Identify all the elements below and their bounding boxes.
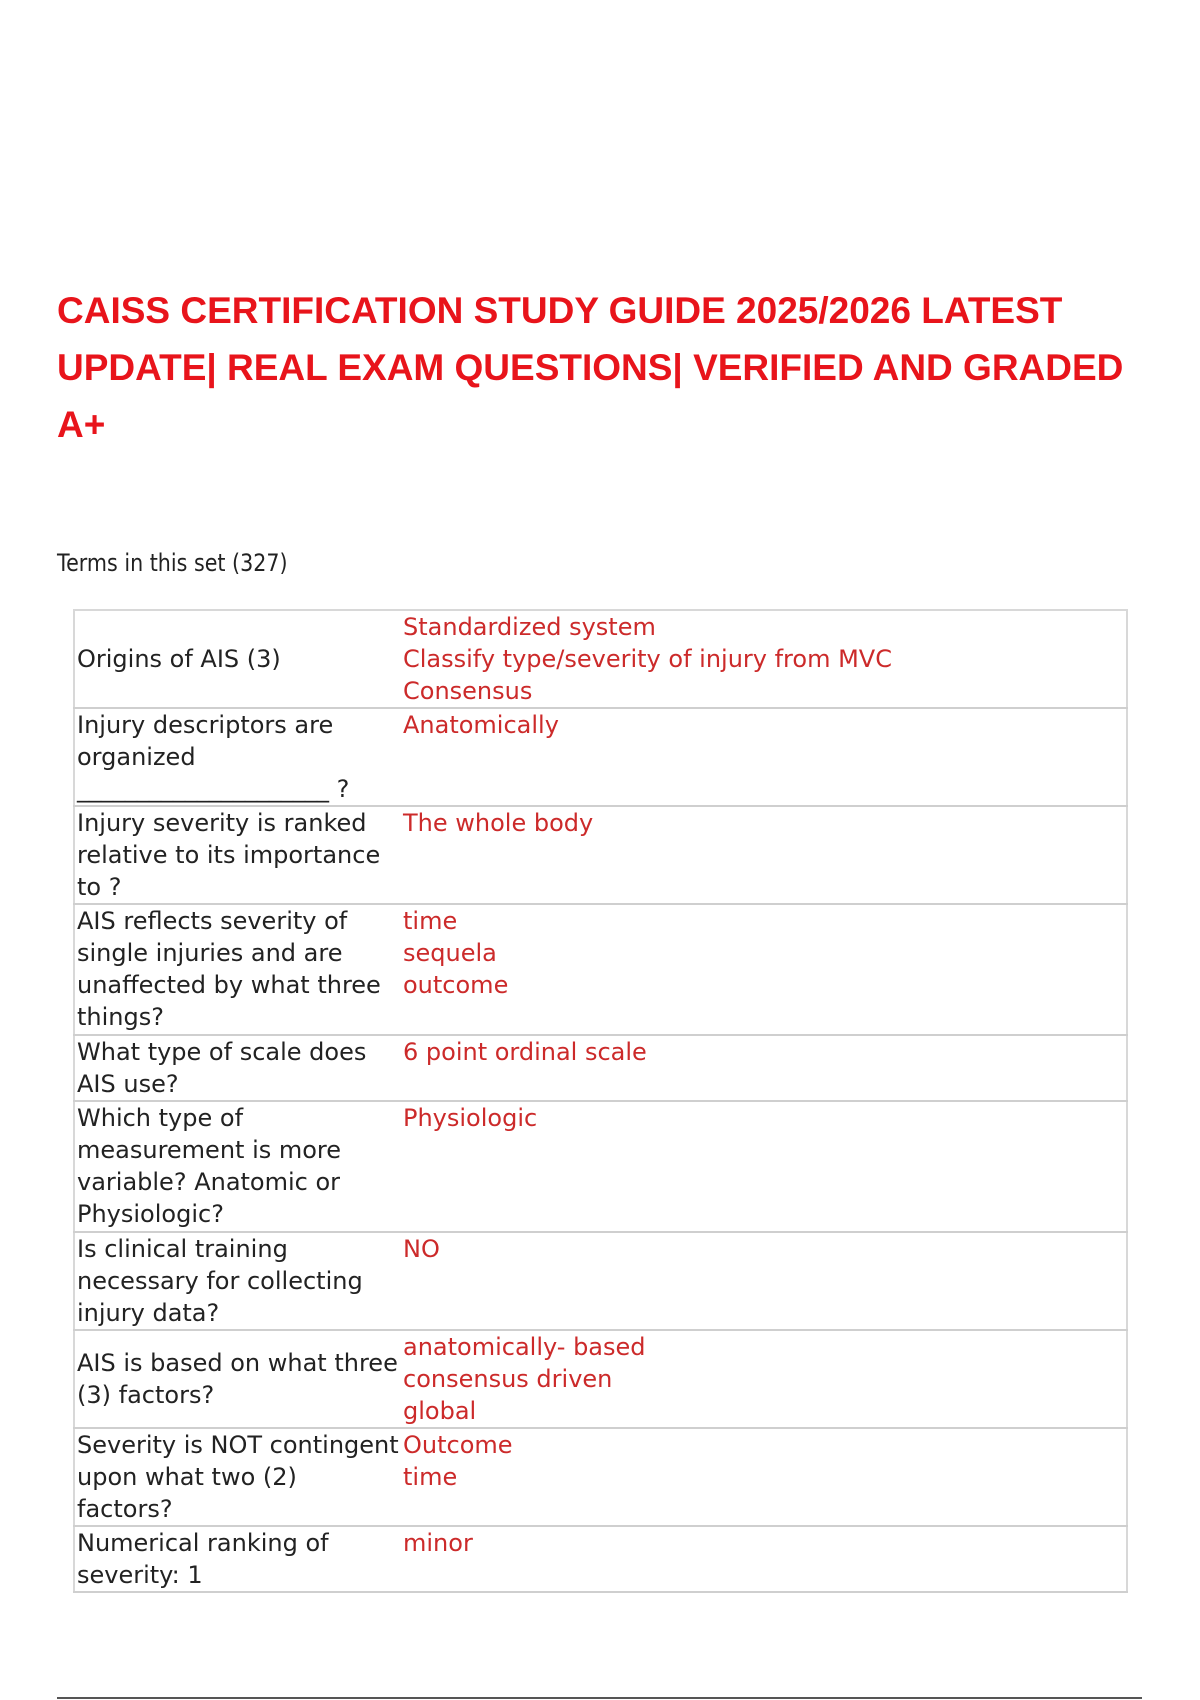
definition-line: Anatomically — [403, 711, 559, 739]
definition-line: Standardized system — [403, 613, 656, 641]
term-text: AIS is based on what three (3) factors? — [77, 1349, 398, 1409]
terms-table-body — [74, 610, 1127, 1592]
terms-table — [73, 609, 1128, 1593]
definition-line: minor — [403, 1529, 473, 1557]
definition-line: time — [403, 907, 458, 935]
term-text: Numerical ranking of severity: 1 — [77, 1529, 329, 1589]
term-row — [74, 1101, 1127, 1232]
definition-line: The whole body — [403, 809, 594, 837]
term-row — [74, 1330, 1127, 1428]
term-cell — [74, 1101, 401, 1232]
definition-cell — [401, 1428, 1127, 1526]
term-row — [74, 610, 1127, 708]
definition-line: sequela — [403, 939, 497, 967]
definition-cell — [401, 1035, 1127, 1101]
term-text: Severity is NOT contingent upon what two (2) factors? — [77, 1431, 399, 1523]
term-cell — [74, 610, 401, 708]
definition-cell — [401, 1330, 1127, 1428]
term-row — [74, 904, 1127, 1035]
definition-line: Consensus — [403, 677, 533, 705]
definition-line: 6 point ordinal scale — [403, 1038, 647, 1066]
definition-line: global — [403, 1397, 477, 1425]
term-cell — [74, 1526, 401, 1592]
terms-count-label: Terms in this set (327) — [57, 549, 288, 577]
term-cell — [74, 708, 401, 806]
term-row — [74, 806, 1127, 904]
term-cell — [74, 1232, 401, 1330]
term-text: What type of scale does AIS use? — [77, 1038, 367, 1098]
term-cell — [74, 1428, 401, 1526]
term-cell — [74, 904, 401, 1035]
term-text: Injury severity is ranked relative to its importance to ? — [77, 809, 381, 901]
term-text: Is clinical training necessary for collecting injury data? — [77, 1235, 363, 1327]
definition-line: NO — [403, 1235, 440, 1263]
definition-cell — [401, 708, 1127, 806]
definition-cell — [401, 610, 1127, 708]
term-text: Which type of measurement is more variable? Anatomic or Physiologic? — [77, 1104, 342, 1228]
term-row — [74, 1035, 1127, 1101]
definition-cell — [401, 904, 1127, 1035]
term-text: AIS reflects severity of single injuries and are unaffected by what three things? — [77, 907, 381, 1031]
term-cell — [74, 1035, 401, 1101]
definition-cell — [401, 806, 1127, 904]
term-cell — [74, 806, 401, 904]
term-row — [74, 1526, 1127, 1592]
definition-line: consensus driven — [403, 1365, 613, 1393]
definition-cell — [401, 1526, 1127, 1592]
definition-cell — [401, 1101, 1127, 1232]
term-text: Injury descriptors are organized _____________________ ? — [77, 711, 350, 803]
definition-line: anatomically- based — [403, 1333, 646, 1361]
term-cell — [74, 1330, 401, 1428]
footer-divider — [57, 1697, 1142, 1699]
definition-line: Physiologic — [403, 1104, 538, 1132]
definition-line: time — [403, 1463, 458, 1491]
term-text: Origins of AIS (3) — [77, 645, 281, 673]
definition-cell — [401, 1232, 1127, 1330]
definition-line: Classify type/severity of injury from MVC — [403, 645, 892, 673]
definition-line: Outcome — [403, 1431, 513, 1459]
term-row — [74, 708, 1127, 806]
definition-line: outcome — [403, 971, 509, 999]
term-row — [74, 1428, 1127, 1526]
document-title: CAISS CERTIFICATION STUDY GUIDE 2025/2026 LATEST UPDATE| REAL EXAM QUESTIONS| VERIFIED AND GRADED A+ — [57, 290, 1124, 445]
term-row — [74, 1232, 1127, 1330]
